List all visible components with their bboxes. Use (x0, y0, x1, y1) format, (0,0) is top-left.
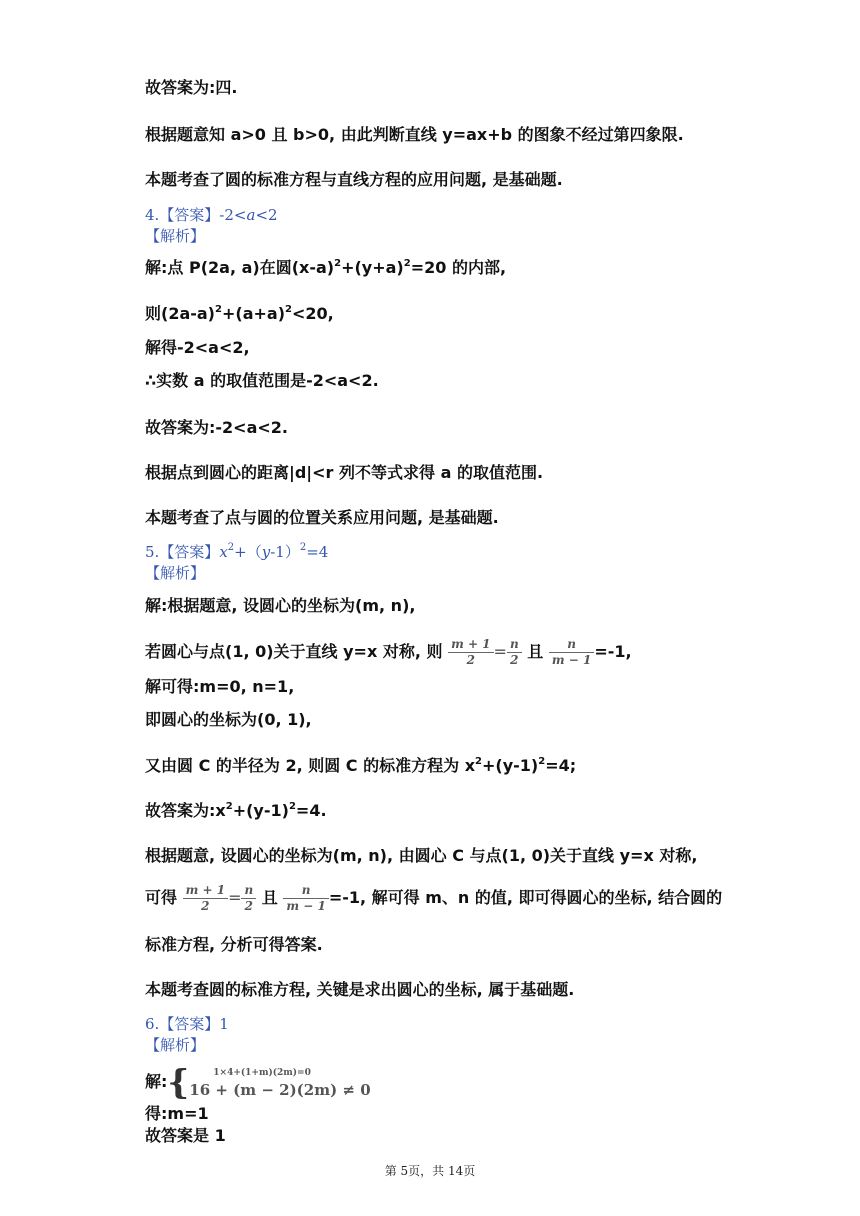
text-line: 故答案为$:x^2+(y-1)^2=4$. (145, 801, 327, 820)
analysis-heading: 【解析】 (145, 564, 206, 582)
text-line: 根据点到圆心的距离|d|<r 列不等式求得 a 的取值范围. (145, 463, 544, 482)
text-line: 得:m=1 (145, 1104, 209, 1123)
text-line: 根据题意, 设圆心的坐标为(m, n), 由圆心 C 与点(1, 0)关于直线 y=x 对称, (145, 846, 698, 865)
text-line: 故答案是 1 (145, 1126, 226, 1145)
text-line: 若圆心与点(1, 0)关于直线 y=x 对称, 则 $\frac{m + 1}{2}$ = $\frac{n}{2}$ 且 $\frac{n}{m - 1}$ =-1, (145, 637, 632, 667)
equation-system: 1×4+(1+m)(2m)=0 16 + (m − 2)(2m) ≠ 0 (189, 1067, 371, 1099)
fraction: $\frac{m + 1}{2}$ (448, 637, 493, 668)
text-line: 根据题意知 a>0 且 b>0, 由此判断直线 y=ax+b 的图象不经过第四象限. (145, 125, 684, 144)
text-line: 则$(2a-a)^2+(a+a)^2<20$, (145, 304, 334, 323)
text-line: 解:{ 1×4+(1+m)(2m)=0 16 + (m − 2)(2m) ≠ 0 (145, 1062, 371, 1103)
answer-heading-5: 5.【答案】$x^2+(y-1)^2=4$ (145, 542, 329, 561)
text-line: 本题考查了圆的标准方程与直线方程的应用问题, 是基础题. (145, 170, 563, 189)
analysis-heading: 【解析】 (145, 1036, 206, 1054)
text-line: ∴实数 a 的取值范围是-2<a<2. (145, 371, 379, 390)
text-line: 即圆心的坐标为(0, 1), (145, 710, 312, 729)
text-line: 解:点 P(2a, a)在圆$(x-a)^2+(y+a)^2=20$ 的内部, (145, 258, 507, 277)
text-line: 故答案为:-2<a<2. (145, 418, 288, 437)
text-line: 又由圆 C 的半径为 2, 则圆 C 的标准方程为 $x^2+(y-1)^2=4$; (145, 756, 577, 775)
fraction: $\frac{n}{2}$ (507, 637, 522, 668)
page-footer: 第 5页，共 14页 (384, 1164, 476, 1178)
text-line: 本题考查了点与圆的位置关系应用问题, 是基础题. (145, 508, 499, 527)
text-line: 可得 $\frac{m + 1}{2}$ = $\frac{n}{2}$ 且 $\frac{n}{m - 1}$ =-1, 解可得 m、n 的值, 即可得圆心的坐标, 结合圆的 (145, 883, 723, 913)
left-brace: { (167, 1062, 190, 1103)
text-line: 解:根据题意, 设圆心的坐标为(m, n), (145, 596, 416, 615)
text-line: 解得-2<a<2, (145, 338, 250, 357)
fraction: $\frac{n}{2}$ (241, 883, 256, 914)
fraction: $\frac{n}{m - 1}$ (283, 883, 328, 914)
fraction: $\frac{n}{m - 1}$ (549, 637, 594, 668)
text-line: 标准方程, 分析可得答案. (145, 935, 323, 954)
answer-heading-4: 4.【答案】-2<a<2 (145, 206, 278, 224)
text-line: 本题考查圆的标准方程, 关键是求出圆心的坐标, 属于基础题. (145, 980, 575, 999)
text-line: 解可得:m=0, n=1, (145, 677, 295, 696)
analysis-heading: 【解析】 (145, 227, 206, 245)
fraction: $\frac{m + 1}{2}$ (183, 883, 228, 914)
answer-heading-6: 6.【答案】1 (145, 1015, 229, 1033)
text-line: 故答案为:四. (145, 78, 238, 97)
